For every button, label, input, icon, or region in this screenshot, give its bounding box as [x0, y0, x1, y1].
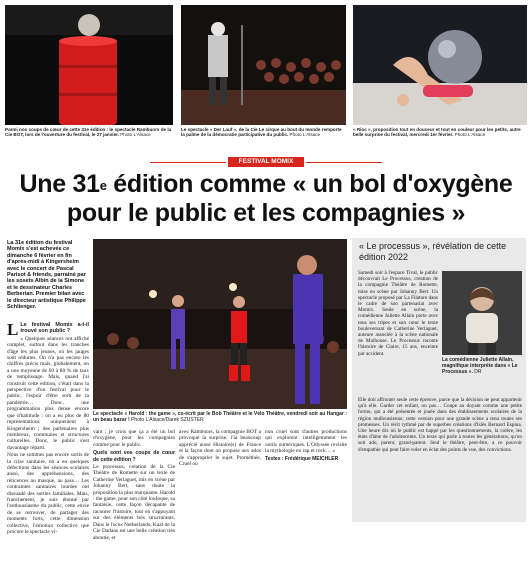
photo-rambuors — [5, 5, 173, 125]
col3-paragraph-1: avec Rambuors, la compagnie BOT a provoqué la surprise. J'ai beaucoup apprécié aussi Histoire(s) de France et la façon dont on propose aux ados de s'approprier le sujet. Prométhée, Cruel ou — [179, 429, 261, 468]
box-title: « Le processus », révélation de cette édition 2022 — [359, 241, 507, 262]
col1-paragraph-1: « Quelques séances ont affiché complet, surtout dans les tranches d'âge les plus jeunes, où les jauges sont réduites. On n'a pas encore les chiffres précis mais, globalement, on a une moyenne de 60 à 80 % de taux de remplissage. Mais, quand j'ai construit cette édition, c'était dans la perspective d'un festival pour le public, l'espoir d'être sorti de la pandémie… Donc, une programmation plus dense encore que d'habitude : on a eu plus de 80 représentations uniquement à Kingersheim ; des partenaires plus nombreux, communes et structures culturelles. Donc, le public s'est davantage réparti. — [7, 335, 89, 451]
headline: Une 31e édition comme « un bol d'oxygène pour le public et les compagnies » — [19, 170, 513, 227]
tag-rule-left — [150, 162, 226, 163]
photo-rioc — [353, 5, 527, 125]
col4-paragraph: non cruel sont d'autres productions qui explorent intelligemment les outils numériques. L'Odyssée revisite la mythologie en rap et rock… » — [265, 429, 347, 455]
photo-juliette-allain — [442, 271, 522, 355]
column-1 — [7, 322, 89, 536]
signature: Textes : Frédérique MEICHLER — [265, 455, 339, 462]
caption-juliette: La comédienne Juliette Allain, magnifique interprète dans « Le Processus ». DR — [442, 357, 518, 375]
col2-paragraph-2: Le processus, création de la Cie Théâtre de Romette sur un texte de Catherine Verlaguet, mis en scène par Johanny Bert, sans doute la proposition la plus marquante. Harold : the game, pour son côté loufoque, sa fantaisie, cette façon décapante de raconter l'histoire, tout en s'appuyant sur des éléments très structurants. Dans le focus Netherlands, Kaat de la Cie Dadans est une belle création très aboutie, et — [93, 464, 175, 541]
col2-paragraph-1: vant ; je crois que ça a été un bol d'oxygène, pour les compagnies comme pour le public. — [93, 429, 175, 448]
photo-der-lauf — [181, 5, 346, 125]
question-1: Le festival Momix a-t-il trouvé son public ? — [20, 322, 89, 335]
box-text-bottom: Elle doit affronter seule cette épreuve, parce que la décision ne peut appartenir qu'à elle. Garder cet enfant, ou pas… Coupe au doyant comme une petite forme, qui a été présentée et jouée dans des établissements scolaires de la région mulhousienne, cette version pour une grande scène a tenu toutes ses promesses. Un récit rythmé par de superbes créations d'Islés Bernard Espina. Une heure dix où le public est happé par les questionnements, la colère, les états d'âme de l'adolescente. Un texte qui parle à toutes les générations, qu'on soit ado, parent, grand-parent. Seul le théâtre, peut-être, a ce pouvoir d'empathie qui peut faire voler en éclat des points de vue, des convictions. — [358, 397, 522, 453]
caption-rambuors: Parmi nos coups de cœur de cette 31e édition : le spectacle Rambuors de la Cie BOT, lors de l'ouverture du festival, le 27 janvier. Photo L'Alsace — [5, 127, 172, 138]
column-3 — [179, 429, 261, 468]
section-tag: FESTIVAL MOMIX — [228, 157, 304, 167]
caption-der-lauf: Le spectacle « Der Lauf », de la Cie Le cirque au bout du monde remporte la palme de la démocratie participative du public. Photo L'Alsace — [181, 127, 342, 138]
dropcap: L — [7, 320, 19, 339]
caption-harold: Le spectacle « Harold : the game », co-écrit par le Bob Théâtre et le Vélo Théâtre, vendredi soir au Hangar : un beau bazar ! Photo L'Alsace/Darek SZUSTER — [93, 411, 347, 423]
question-2: Quels sont vos coups de cœur de cette édition ? — [93, 450, 175, 463]
col1-paragraph-2: Nous ne sommes pas encore sortis de la crise sanitaire, on a eu quelques défections dans les séances scolaires aussi, des appréhensions, des réticences au masque, au pass… Les contraintes sanitaires lourdes ont dissuadé des sorties familiales. Mais, franchement, je suis étonné par l'enthousiasme du public, cette envie de se retrouver, de partager des moments forts, cette dimension collective, l'émotion collective que procure le spectacle vi- — [7, 452, 89, 535]
box-text-top: Samedi soir à l'espace Tival, le public découvrait Le Processus, création de la compagnie Théâtre de Romette, mise en scène par Johanny Bert. Un spectacle proposé par La Filature dans le cadre de son partenariat avec Momix. Seule en scène, la comédienne Juliette Allain porte avec tous ses tripes et son cœur le texte bouleversant de Catherine Verlaguet, auteure associée à la scène nationale de Mulhouse. Le Processus raconte l'histoire de Claire, 15 ans, enceinte par accident. — [358, 270, 438, 357]
column-4 — [265, 429, 347, 463]
caption-rioc: « Rioc », proposition tout en douceur et tout en couleur pour les petits, autre belle surprise du festival, mercredi 1er février. Photo L'Alsace — [353, 127, 521, 138]
photo-harold — [93, 239, 347, 409]
tag-rule-right — [306, 162, 382, 163]
intro: La 31e édition du festival Momix s'est achevée ce dimanche 6 février en fin d'après-midi à Kingersheim avec le concert de Pascal Parisot & friends, parrainé par les sosets Albin de la Simone et le dessinateur Charles Berberian. Premier bilan avec le directeur artistique Philippe Schlienger. — [7, 240, 86, 311]
column-2 — [93, 429, 175, 542]
